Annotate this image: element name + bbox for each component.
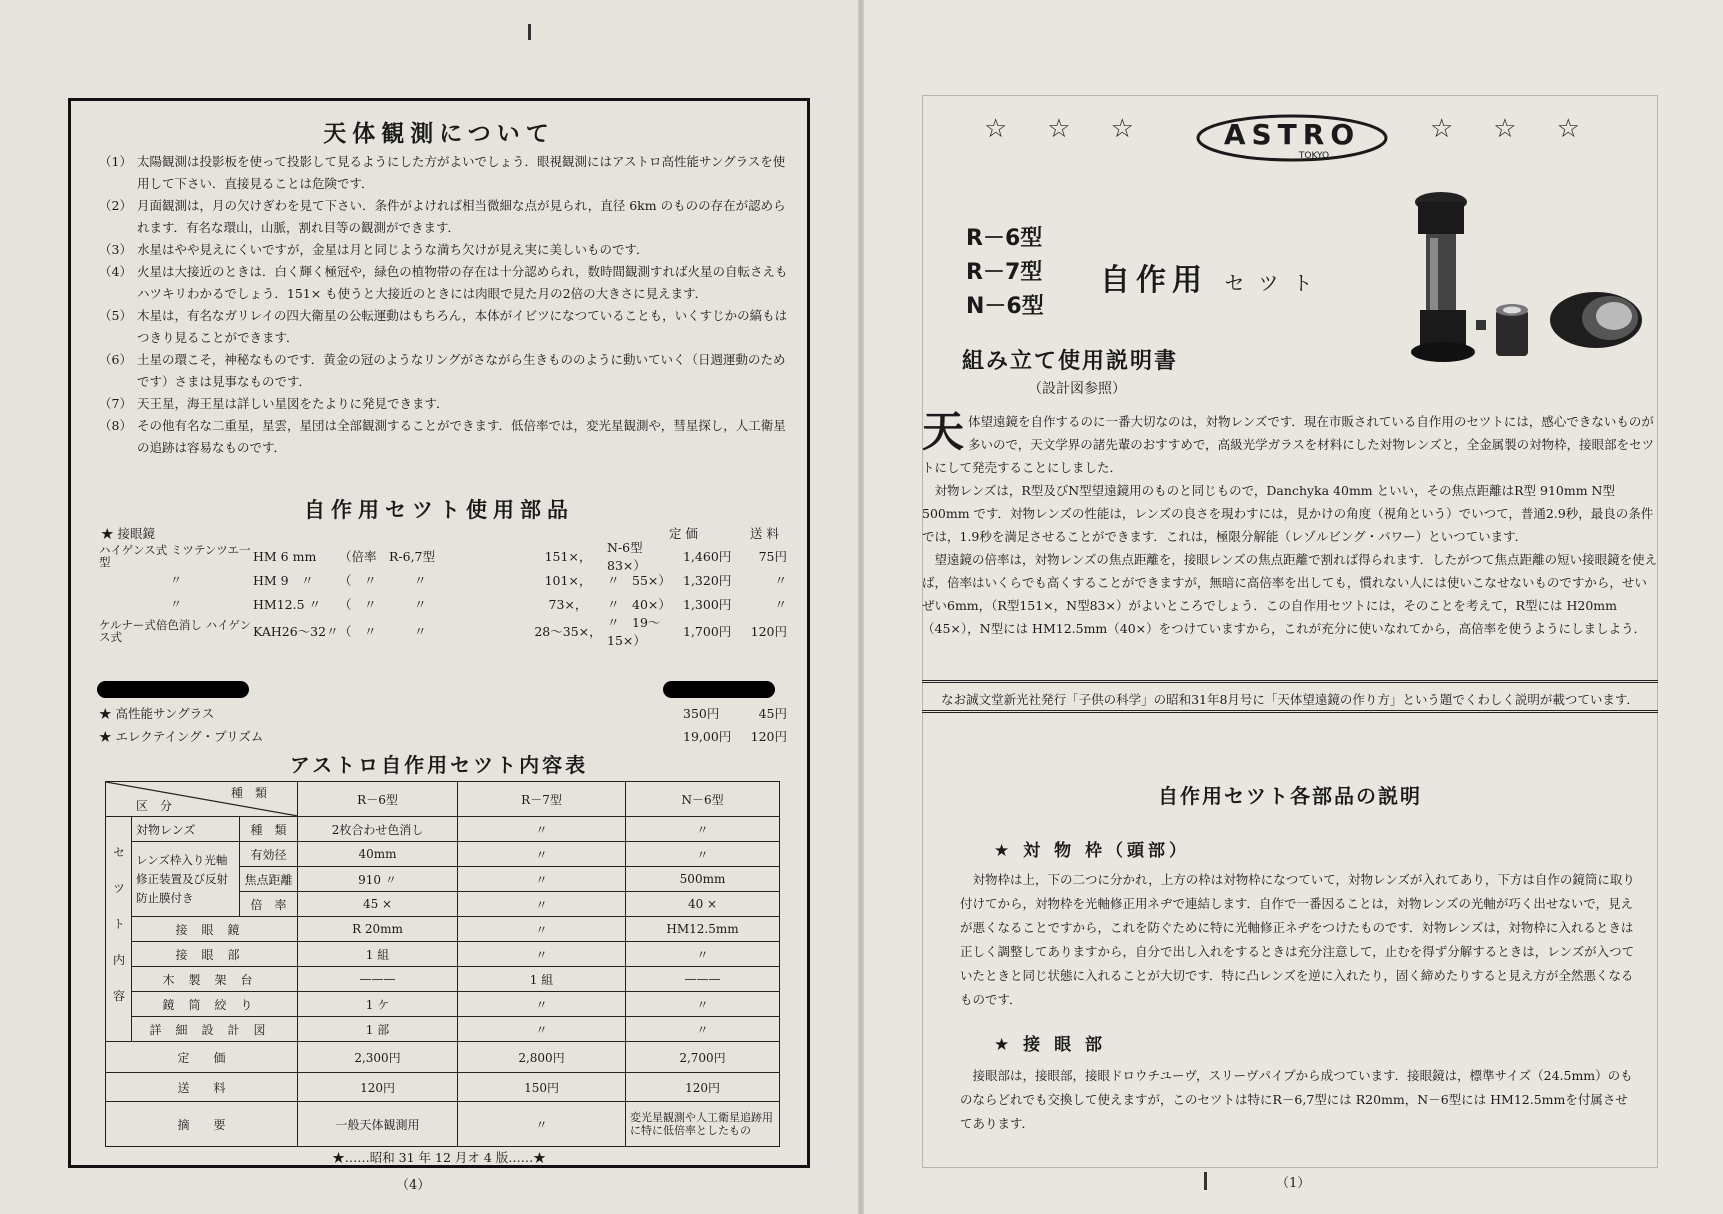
eyepiece-type: ケルナー式倍色消し ハイゲンス式 — [99, 618, 252, 644]
cell-n6: HM12.5mm — [626, 917, 780, 942]
row-label: 詳細設計図 — [132, 1017, 298, 1042]
price: 19,00円 — [683, 728, 732, 744]
price: 1,700円 — [683, 624, 732, 639]
intro-paragraph: 望遠鏡の倍率は，対物レンズの焦点距離を，接眼レンズの焦点距離で割れば得られます．したがつて焦点距離の短い接眼鏡を使えば，倍率はいくらでも高くすることができますが，無暗に高倍率を出しても，慣れない人には使いこなせないものですから，せいぜい6mm，（R型151×，N型83×）がよいところでしょう．この自作用セツトには，そのことを考えて，R型には H20mm（45×），N型には HM12.5mm（40×）をつけていますから，これが充分に使いなれてから，高倍率を使うようにしましよう． — [922, 552, 1658, 636]
cell-r7: 〃 — [458, 1017, 626, 1042]
cell-r7: 〃 — [458, 992, 626, 1017]
summary-label: 摘 要 — [106, 1102, 298, 1147]
cell-n6: 〃 — [626, 1017, 780, 1042]
summary-r6: 一般天体観測用 — [298, 1102, 458, 1147]
logo-subtext: TOKYO — [1298, 151, 1330, 161]
model-name: R－7型 — [966, 260, 1043, 285]
cell-r6: 45 × — [298, 892, 458, 917]
item-text: その他有名な二重星，星雲，星団は全部観測することができます．低倍率では，変光星観測や，彗星探し，人工衛星の追跡は容易なものです． — [137, 418, 786, 455]
cell-r7: 〃 — [458, 942, 626, 967]
table-row — [106, 817, 780, 842]
item-number: （2） — [99, 198, 132, 213]
intro-paragraph-text: 体望遠鏡を自作するのに一番大切なのは，対物レンズです．現在市販されている自作用のセツトには，感心できないものが多いので，天文学界の諸先輩のおすすめで，高級光学ガラスを材料にした対物レンズと，全金属製の対物枠，接眼部をセツトにして発売することにしました． — [922, 414, 1655, 475]
magnification-r: 73×， — [548, 597, 588, 612]
list-item — [99, 349, 789, 393]
table-row — [106, 992, 780, 1017]
item-text: 木星は，有名なガリレイの四大衛星の公転運動はもちろん，本体がイビツになつていることも，いくすじかの縞もはつきり見ることができます． — [137, 308, 788, 345]
cell-r7: 1 組 — [458, 967, 626, 992]
magnification-r: 28～35×， — [534, 624, 602, 639]
price-r6: 2,300円 — [298, 1042, 458, 1073]
cell-n6: 〃 — [626, 992, 780, 1017]
cell-r6: 1 ケ — [298, 992, 458, 1017]
magnification-r: 151×， — [544, 549, 592, 564]
list-item — [99, 239, 789, 261]
shipping: 〃 — [774, 597, 787, 612]
redaction-bar — [663, 681, 775, 698]
cell-n6: 〃 — [626, 842, 780, 867]
magnification-label: （ 〃 〃 — [339, 624, 427, 639]
list-item — [99, 701, 787, 724]
shipping-r6: 120円 — [298, 1073, 458, 1102]
column-header-r7: R－7型 — [458, 782, 626, 817]
reference-note: なお誠文堂新光社発行「子供の科学」の昭和31年8月号に「天体望遠鏡の作り方」という題でくわしく説明が載つています． — [941, 692, 1639, 707]
table-row — [99, 592, 787, 616]
cell-r7: 〃 — [458, 817, 626, 842]
item-number: （8） — [99, 418, 132, 433]
shipping-label: 送 料 — [106, 1073, 298, 1102]
item-number: （4） — [99, 264, 132, 279]
cell-r7: 〃 — [458, 917, 626, 942]
contents-title: アストロ自作用セツト内容表 — [289, 753, 589, 777]
page-fold — [858, 0, 864, 1214]
cell-r6: 40mm — [298, 842, 458, 867]
intro-text — [922, 407, 1658, 640]
telescope-parts-photo — [1396, 190, 1646, 390]
magnification-n: N-6型 83×） — [607, 540, 656, 573]
division-label: 区 分 — [136, 799, 173, 813]
magnification-label: （ 〃 〃 — [339, 597, 427, 612]
cell-r7: 〃 — [458, 867, 626, 892]
list-item — [99, 261, 789, 305]
item-text: 天王星，海王星は詳しい星図をたよりに発見できます． — [137, 396, 449, 411]
parts-header-ship: 送 料 — [750, 526, 779, 541]
parts-list — [99, 540, 787, 648]
item-text: 水星はやや見えにくいですが，金星は月と同じような満ち欠けが見え実に美しいものです． — [137, 242, 649, 257]
eyepiece-section-text: 接眼部は，接眼部，接眼ドロウチユーヴ，スリーヴパイプから成つています．接眼鏡は，標準サイズ（24.5mm）のものならどれでも交換して使えますが，このセツトは特にR－6,7型には R20mm，N－6型には HM12.5mmを付属させてあります． — [960, 1068, 1633, 1131]
row-label: 鏡筒絞り — [132, 992, 298, 1017]
list-item — [99, 724, 787, 747]
price: 350円 — [683, 705, 720, 721]
cell-n6: 〃 — [626, 817, 780, 842]
shipping-r7: 150円 — [458, 1073, 626, 1102]
magnification-n: 〃 55×） — [607, 573, 671, 588]
row-label: 焦点距離 — [240, 867, 298, 892]
table-row — [106, 942, 780, 967]
page-number-left: （4） — [396, 1178, 431, 1193]
summary-n6: 変光星観測や人工衛星追跡用に特に低倍率としたもの — [626, 1102, 780, 1147]
eyepiece-type: ハイゲンス式 ミツテンツエ一型 — [99, 543, 251, 569]
telescope-parts-image — [1396, 190, 1646, 390]
objective-lens-label: 対物レンズ — [132, 817, 240, 842]
price: 1,460円 — [683, 549, 732, 564]
objective-frame-text: 対物枠は上，下の二つに分かれ，上方の枠は対物枠になつていて，対物レンズが入れてあり，下方は自作の鏡筒に取り付けてから，対物枠を光軸修正用ネヂで連結します．自作で一番因ることは，対物レンズの光軸が巧く出せないで，見えが悪くなることですから，これを防ぐために特に光軸修正ネヂをつけたものです．対物レンズは，対物枠に入れるときは正しく調整してありますから，自分で出し入れをするときは充分注意して，止むを得ず分解するときは，レンズが入つていたときと同じ状態に入れることが大切です．特に凸レンズを逆に入れたり，固く締めたりすると見え方が全然悪くなるものです． — [960, 872, 1635, 1007]
item-text: 火星は大接近のときは．白く輝く極冠や，緑色の植物帯の存在は十分認められ，数時間観測すれば火星の自転さえもハツキリわかるでしょう．151× も使うと大接近のときには肉眼で見た月の2倍の大きさに見えます． — [137, 264, 788, 301]
cell-n6: 〃 — [626, 942, 780, 967]
accessory-list — [99, 701, 787, 747]
table-row — [106, 967, 780, 992]
list-item — [99, 195, 789, 239]
ink-mark — [1204, 1172, 1207, 1190]
magnification-label: （倍率 R-6,7型 — [339, 549, 436, 564]
magnification-n: 〃 19～15×） — [607, 615, 661, 648]
contents-table — [105, 781, 780, 1147]
item-number: （1） — [99, 154, 132, 169]
item-number: （3） — [99, 242, 132, 257]
parts-header-name: ★ 接眼鏡 — [101, 526, 155, 541]
star-decoration-left: ☆☆☆ — [984, 114, 1174, 144]
item-number: （6） — [99, 352, 132, 367]
shipping: 120円 — [750, 624, 787, 639]
logo-text: ASTRO — [1223, 118, 1361, 151]
corner-header-cell — [106, 782, 298, 817]
item-text: 月面観測は，月の欠けぎわを見て下さい．条件がよければ相当微細な点が見られ，直径 6km のものの存在が認められます．有名な環山，山脈，割れ目等の観測ができます． — [137, 198, 786, 235]
row-label: 接眼部 — [132, 942, 298, 967]
manual-title: 組み立て使用説明書 — [962, 349, 1179, 374]
edition-line: ★……昭和 31 年 12 月オ 4 版……★ — [332, 1150, 546, 1165]
row-label: 種 類 — [240, 817, 298, 842]
observation-list — [99, 151, 789, 459]
shipping: 〃 — [774, 573, 787, 588]
list-item — [99, 151, 789, 195]
diagonal-line — [106, 782, 298, 816]
redaction-bar — [97, 681, 249, 698]
parts-title: 自作用セツト使用部品 — [304, 498, 574, 522]
table-row — [106, 1017, 780, 1042]
cell-r7: 〃 — [458, 842, 626, 867]
objective-frame-heading: ★ 対 物 枠（頭部） — [994, 841, 1190, 861]
divider — [922, 710, 1658, 713]
price: 1,320円 — [683, 573, 732, 588]
eyepiece-model: HM12.5 〃 — [253, 597, 322, 612]
row-label: 倍 率 — [240, 892, 298, 917]
set-title-small: セツト — [1224, 271, 1327, 295]
eyepiece-type: 〃 — [170, 597, 182, 611]
row-label: 接眼鏡 — [132, 917, 298, 942]
page-number-right: （1） — [1276, 1176, 1311, 1191]
astro-logo-graphic — [1192, 110, 1392, 166]
table-row — [99, 568, 787, 592]
item-text: 太陽観測は投影板を使って投影して見るようにした方がよいでしょう．眼視観測にはアストロ高性能サングラスを使用して下さい．直接見ることは危険です． — [137, 154, 786, 191]
cell-r6: 2枚合わせ色消し — [298, 817, 458, 842]
drop-cap: 天 — [922, 407, 965, 456]
price: 1,300円 — [683, 597, 732, 612]
item-number: （7） — [99, 396, 132, 411]
manual-subtitle: （設計図参照） — [1028, 381, 1126, 397]
row-label: 有効径 — [240, 842, 298, 867]
intro-paragraph: 対物レンズは，R型及びN型望遠鏡用のものと同じもので，Danchyka 40mm といい，その焦点距離はR型 910mm N型 500mm です．対物レンズの性能は，レンズの良さを現わすには，見かけの角度（視角という）でいつて，普通2.9秒，最良の条件では，1.9秒を満足させることができます．これは，極限分解能（レゾルビング・パワー）といつています． — [922, 483, 1654, 544]
cell-n6: 40 × — [626, 892, 780, 917]
price-label: 定 価 — [106, 1042, 298, 1073]
magnification-n: 〃 40×） — [607, 597, 671, 612]
eyepiece-section-heading: ★ 接 眼 部 — [994, 1035, 1106, 1055]
cell-r6: R 20mm — [298, 917, 458, 942]
cell-r6: 1 組 — [298, 942, 458, 967]
table-row — [99, 616, 787, 646]
model-name: N－6型 — [966, 294, 1044, 319]
column-header-r6: R－6型 — [298, 782, 458, 817]
cell-r7: 〃 — [458, 892, 626, 917]
lens-frame-label: レンズ枠入り光軸修正装置及び反射防止膜付き — [132, 842, 240, 917]
shipping: 120円 — [750, 728, 787, 744]
model-list — [966, 222, 1044, 324]
shipping: 75円 — [758, 549, 787, 564]
parts-header-price: 定 価 — [669, 526, 698, 541]
column-header-n6: N－6型 — [626, 782, 780, 817]
cell-r6: 1 部 — [298, 1017, 458, 1042]
set-title-main: 自作用 — [1100, 263, 1208, 298]
item-number: （5） — [99, 308, 132, 323]
cell-n6: ——— — [626, 967, 780, 992]
summary-r7: 〃 — [458, 1102, 626, 1147]
left-page-frame — [68, 98, 810, 1168]
item-text: 土星の環こそ，神秘なものです．黄金の冠のようなリングがさながら生きもののように動いていく（日週運動のためです）さまは見事なものです． — [137, 352, 786, 389]
eyepiece-model: KAH26～32〃 — [253, 624, 339, 639]
observation-title: 天体観測について — [323, 121, 555, 147]
astro-logo — [1192, 110, 1392, 166]
eyepiece-model: HM 6 mm — [253, 548, 317, 564]
price-r7: 2,800円 — [458, 1042, 626, 1073]
accessory-name: ★ 高性能サングラス — [99, 705, 215, 721]
table-row — [106, 1042, 780, 1073]
star-decoration-right: ☆☆☆ — [1430, 114, 1620, 144]
magnification-label: （ 〃 〃 — [339, 573, 427, 588]
intro-paragraph — [922, 407, 1658, 479]
set-title — [1100, 255, 1326, 299]
parts-description-title: 自作用セツト各部品の説明 — [1158, 784, 1422, 808]
table-row — [106, 917, 780, 942]
shipping-n6: 120円 — [626, 1073, 780, 1102]
cell-r6: ——— — [298, 967, 458, 992]
list-item — [99, 415, 789, 459]
divider — [922, 680, 1658, 683]
shipping: 45円 — [758, 705, 787, 721]
cell-n6: 500mm — [626, 867, 780, 892]
table-row — [106, 842, 780, 867]
eyepiece-model: HM 9 〃 — [253, 573, 314, 588]
accessory-name: ★ エレクテイング・プリズム — [99, 728, 264, 744]
cell-r6: 910 〃 — [298, 867, 458, 892]
eyepiece-type: 〃 — [170, 573, 182, 587]
magnification-r: 101×， — [544, 573, 592, 588]
model-name: R－6型 — [966, 226, 1043, 251]
ink-mark — [528, 24, 531, 40]
table-row — [106, 1102, 780, 1147]
table-row — [106, 782, 780, 817]
price-n6: 2,700円 — [626, 1042, 780, 1073]
set-contents-side-label: セ ツ ト 内 容 — [106, 817, 132, 1042]
kind-label: 種 類 — [231, 786, 268, 800]
list-item — [99, 393, 789, 415]
list-item — [99, 305, 789, 349]
row-label: 木製架台 — [132, 967, 298, 992]
table-row — [99, 540, 787, 573]
table-row — [106, 1073, 780, 1102]
